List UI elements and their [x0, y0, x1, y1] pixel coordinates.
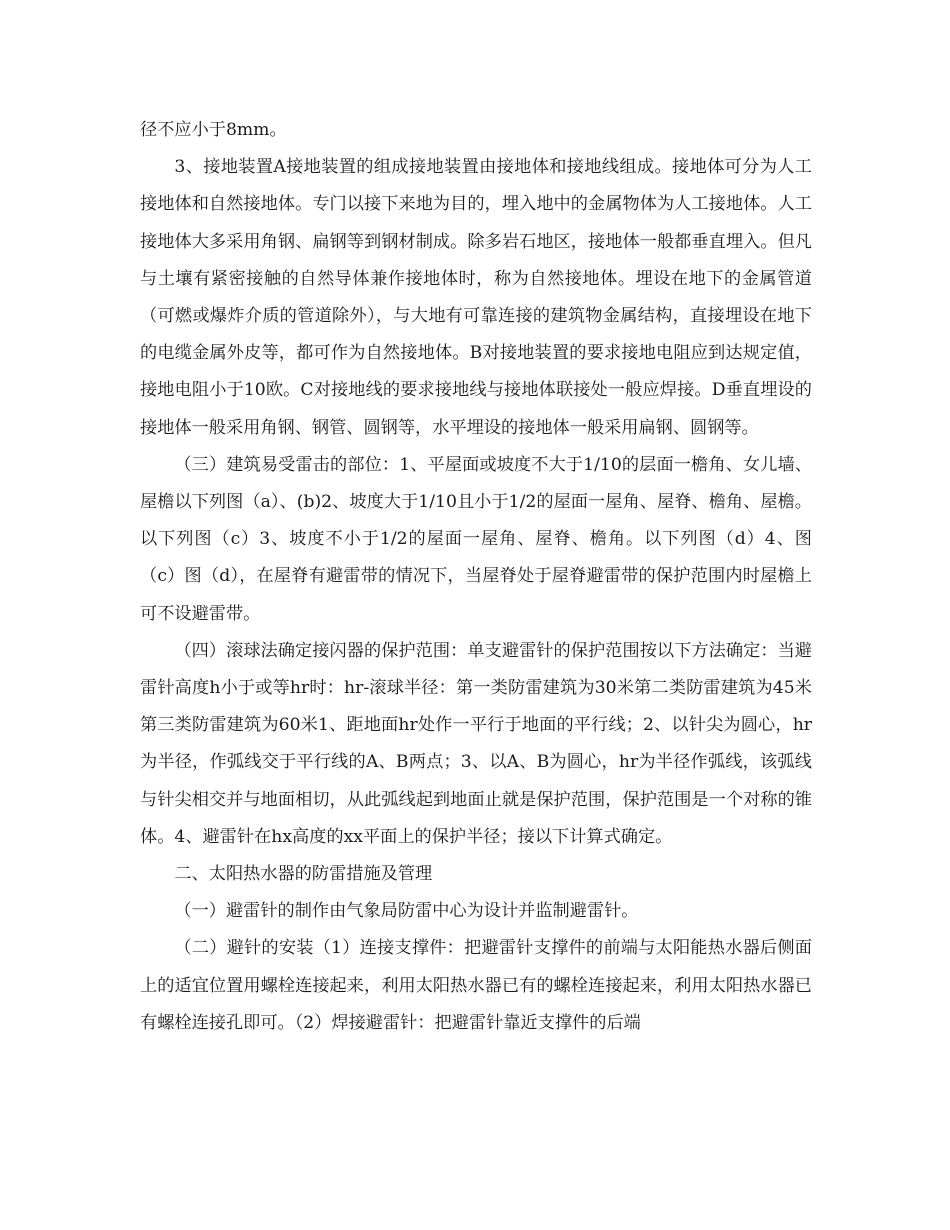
- paragraph-rolling-sphere-method: （四）滚球法确定接闪器的保护范围：单支避雷针的保护范围按以下方法确定：当避雷针高度h小于或等hr时：hr-滚球半径：第一类防雷建筑为30米第二类防雷建筑为45米第三类防雷建筑为60米1、距地面hr处作一平行于地面的平行线；2、以针尖为圆心，hr为半径，作弧线交于平行线的A、B两点；3、以A、B为圆心，hr为半径作弧线，该弧线与针尖相交并与地面相切，从此弧线起到地面止就是保护范围，保护范围是一个对称的锥体。4、避雷针在hx高度的xx平面上的保护半径；接以下计算式确定。: [140, 640, 812, 847]
- paragraph-grounding-device: 3、接地装置A接地装置的组成接地装置由接地体和接地线组成。接地体可分为人工接地体和自然接地体。专门以接下来地为目的，埋入地中的金属物体为人工接地体。人工接地体大多采用角钢、扁钢等到钢材制成。除多岩石地区，接地体一般都垂直埋入。但凡与土壤有紧密接触的自然导体兼作接地体时，称为自然接地体。埋设在地下的金属管道（可燃或爆炸介质的管道除外），与大地有可靠连接的建筑物金属结构，直接埋设在地下的电缆金属外皮等，都可作为自然接地体。B对接地装置的要求接地电阻应到达规定值，接地电阻小于10欧。C对接地线的要求接地线与接地体联接处一般应焊接。D垂直埋设的接地体一般采用角钢、钢管、圆钢等，水平埋设的接地体一般采用扁钢、圆钢等。: [140, 157, 812, 438]
- document-body: [140, 112, 812, 1042]
- paragraph-rod-fabrication: （一）避雷针的制作由气象局防雷中心为设计并监制避雷针。: [174, 901, 639, 922]
- section-heading-solar-heater: 二、太阳热水器的防雷措施及管理: [174, 864, 433, 885]
- paragraph-rod-installation: （二）避针的安装（1）连接支撑件：把避雷针支撑件的前端与太阳能热水器后侧面上的适宜位置用螺栓连接起来，利用太阳热水器已有的螺栓连接起来，利用太阳热水器已有螺栓连接孔即可。（2）焊接避雷针：把避雷针靠近支撑件的后端: [140, 938, 812, 1033]
- paragraph-lightning-prone-parts: （三）建筑易受雷击的部位：1、平屋面或坡度不大于1/10的层面一檐角、女儿墙、屋檐以下列图（a）、(b)2、坡度大于1/10且小于1/2的屋面一屋角、屋脊、檐角、屋檐。以下列图（c）3、坡度不小于1/2的屋面一屋角、屋脊、檐角。以下列图（d）4、图（c）图（d），在屋脊有避雷带的情况下，当屋脊处于屋脊避雷带的保护范围内时屋檐上可不设避雷带。: [140, 454, 812, 624]
- paragraph-continuation: 径不应小于8mm。: [140, 120, 287, 140]
